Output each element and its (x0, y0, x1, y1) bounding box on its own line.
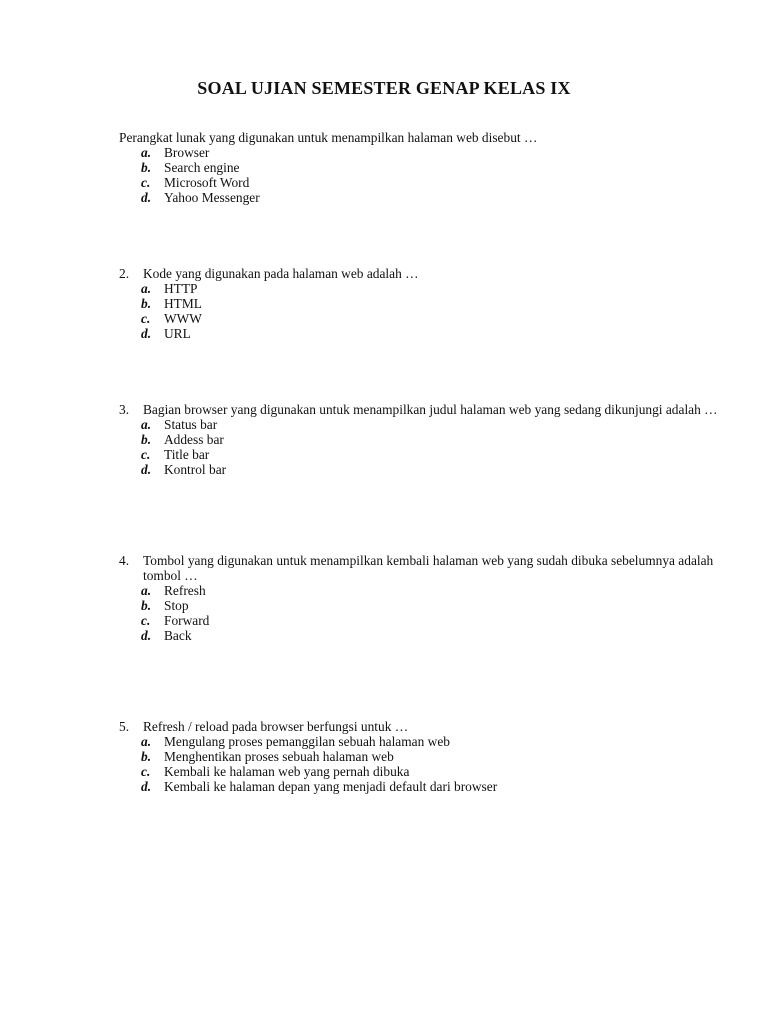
question-text: Tombol yang digunakan untuk menampilkan kembali halaman web yang sudah dibuka sebelumnya adalah tombol … (143, 553, 714, 583)
option-text: Yahoo Messenger (164, 190, 260, 205)
option-c (141, 175, 719, 190)
option-d (141, 628, 719, 643)
option-b (141, 160, 719, 175)
option-text: Kontrol bar (164, 462, 227, 477)
option-text: WWW (164, 311, 202, 326)
option-letter: b. (141, 432, 152, 447)
option-c (141, 764, 719, 779)
option-letter: c. (141, 311, 151, 326)
option-d (141, 462, 719, 477)
option-letter: a. (141, 281, 152, 296)
option-b (141, 432, 719, 447)
option-letter: b. (141, 598, 152, 613)
option-letter: a. (141, 583, 152, 598)
option-letter: a. (141, 417, 152, 432)
option-text: Forward (164, 613, 210, 628)
option-c (141, 613, 719, 628)
question-5 (119, 719, 719, 794)
option-text: HTTP (164, 281, 198, 296)
option-letter: d. (141, 628, 152, 643)
option-a (141, 281, 719, 296)
option-text: Title bar (164, 447, 210, 462)
option-text: Status bar (164, 417, 218, 432)
option-letter: c. (141, 764, 151, 779)
question-text: Kode yang digunakan pada halaman web adalah … (143, 266, 419, 281)
option-text: Addess bar (164, 432, 224, 447)
option-a (141, 734, 719, 749)
question-text: Bagian browser yang digunakan untuk menampilkan judul halaman web yang sedang dikunjungi adalah … (143, 402, 718, 417)
option-b (141, 296, 719, 311)
option-a (141, 145, 719, 160)
option-text: URL (164, 326, 191, 341)
question-number: 3. (119, 402, 130, 417)
option-letter: a. (141, 734, 152, 749)
option-b (141, 749, 719, 764)
option-letter: b. (141, 296, 152, 311)
option-list (141, 145, 719, 205)
question-stem (119, 719, 719, 734)
option-letter: d. (141, 779, 152, 794)
exam-title: SOAL UJIAN SEMESTER GENAP KELAS IX (197, 78, 571, 98)
question-text: Refresh / reload pada browser berfungsi untuk … (143, 719, 409, 734)
option-list (141, 583, 719, 643)
option-letter: c. (141, 447, 151, 462)
question-text: Perangkat lunak yang digunakan untuk menampilkan halaman web disebut … (119, 130, 538, 145)
question-number: 4. (119, 553, 130, 568)
option-list (141, 417, 719, 477)
option-list (141, 734, 719, 794)
option-c (141, 311, 719, 326)
option-d (141, 779, 719, 794)
option-text: Menghentikan proses sebuah halaman web (164, 749, 394, 764)
question-3 (119, 402, 719, 477)
option-text: Search engine (164, 160, 240, 175)
option-text: Back (164, 628, 192, 643)
question-stem (119, 266, 719, 281)
option-letter: c. (141, 175, 151, 190)
option-text: Stop (164, 598, 189, 613)
option-text: HTML (164, 296, 202, 311)
option-letter: d. (141, 326, 152, 341)
option-a (141, 417, 719, 432)
option-letter: d. (141, 462, 152, 477)
option-text: Mengulang proses pemanggilan sebuah halaman web (164, 734, 450, 749)
option-text: Refresh (164, 583, 206, 598)
question-number: 2. (119, 266, 130, 281)
option-text: Kembali ke halaman web yang pernah dibuka (164, 764, 410, 779)
question-stem (119, 553, 719, 583)
option-letter: b. (141, 160, 152, 175)
question-number: 5. (119, 719, 130, 734)
option-letter: c. (141, 613, 151, 628)
option-text: Browser (164, 145, 210, 160)
question-stem (119, 130, 719, 145)
question-stem (119, 402, 719, 417)
option-list (141, 281, 719, 341)
option-letter: d. (141, 190, 152, 205)
option-d (141, 326, 719, 341)
question-4 (119, 553, 719, 643)
question-1 (119, 130, 719, 205)
question-2 (119, 266, 719, 341)
option-text: Kembali ke halaman depan yang menjadi default dari browser (164, 779, 498, 794)
option-letter: b. (141, 749, 152, 764)
option-b (141, 598, 719, 613)
option-letter: a. (141, 145, 152, 160)
option-c (141, 447, 719, 462)
option-a (141, 583, 719, 598)
option-text: Microsoft Word (164, 175, 250, 190)
option-d (141, 190, 719, 205)
